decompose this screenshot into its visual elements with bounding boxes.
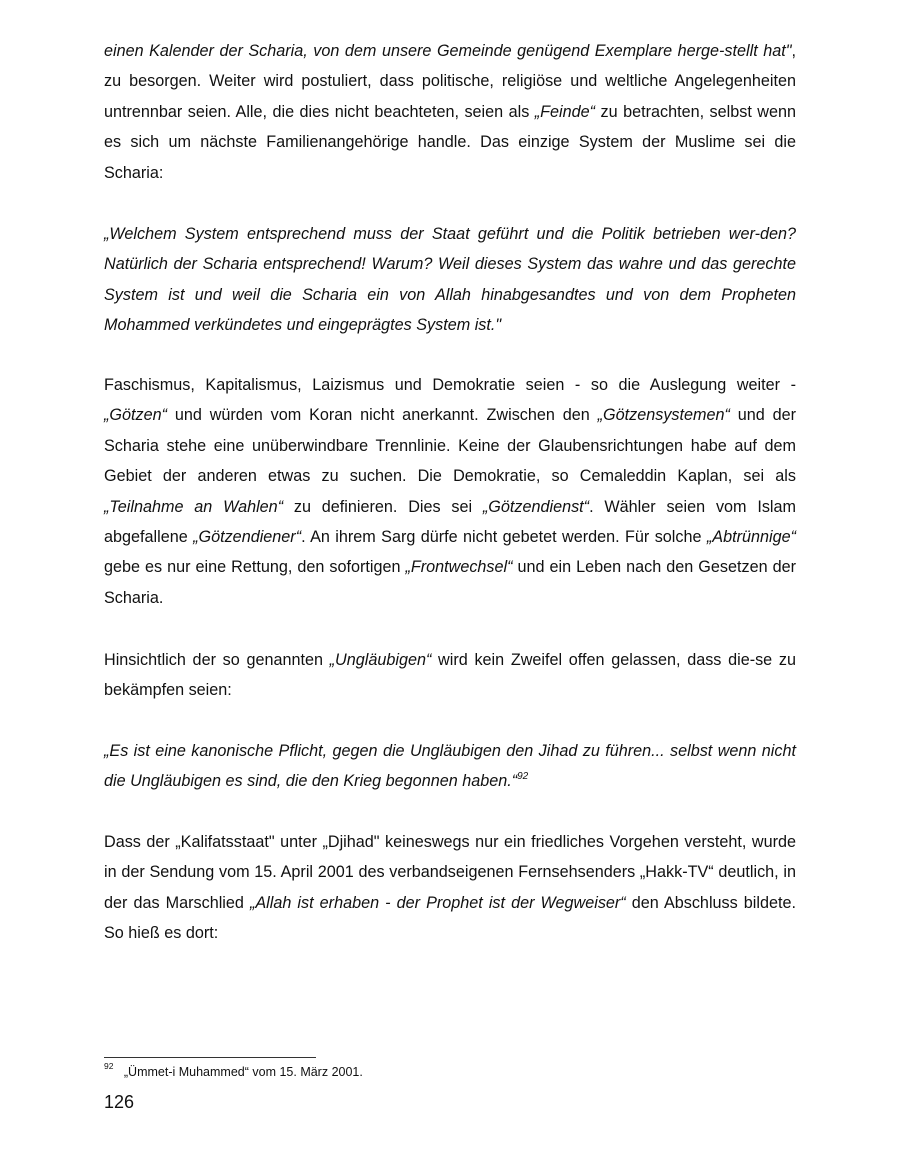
song-title: „Allah ist erhaben - der Prophet ist der Wegweiser“: [249, 893, 626, 912]
term-goetzen: „Götzen“: [104, 406, 167, 425]
term-abtruennige: „Abtrünnige“: [706, 528, 796, 547]
paragraph-1-term-feinde: „Feinde“: [534, 102, 596, 121]
paragraph-2-text-b: und würden vom Koran nicht anerkannt. Zwischen den: [166, 406, 598, 425]
paragraph-2-text-g: gebe es nur eine Rettung, den sofortigen: [104, 558, 406, 577]
paragraph-2-text-a: Faschismus, Kapitalismus, Laizismus und Demokratie seien - so die Auslegung weiter -: [104, 376, 796, 394]
paragraph-2-text-c: und der Scharia stehe eine unüberwindbare Trennlinie. Keine der Glaubensrichtungen habe auf dem Gebiet der anderen etwas zu suchen. Die Demokratie, so Cemaleddin Kaplan, sei als: [104, 406, 797, 486]
paragraph-3-text-a: Hinsichtlich der so genannten: [104, 651, 330, 669]
paragraph-1: [104, 36, 796, 188]
term-unglaeubigen: „Ungläubigen“: [329, 651, 432, 669]
term-goetzendiener: „Götzendiener“: [193, 528, 302, 547]
paragraph-1-text-end: zu betrachten, selbst wenn es sich um nächste Familienangehörige handle. Das einzige System der Muslime sei die Scharia:: [104, 102, 796, 182]
paragraph-4-text-b: den Abschluss bildete. So hieß es dort:: [104, 893, 796, 943]
paragraph-2-text-e: . Wähler seien vom Islam abgefallene: [104, 497, 797, 547]
paragraph-3: [104, 645, 796, 706]
footnote-separator: [104, 1057, 316, 1058]
paragraph-1-italic-quote: einen Kalender der Scharia, von dem unsere Gemeinde genügend Exemplare herge-stellt hat": [104, 42, 792, 60]
block-quote-2: [104, 736, 796, 797]
footnote-ref-92[interactable]: 92: [517, 771, 529, 783]
page-number: 126: [104, 1092, 135, 1112]
term-goetzensystemen: „Götzensystemen“: [597, 406, 730, 425]
paragraph-2-text-f: . An ihrem Sarg dürfe nicht gebetet werden. Für solche: [301, 528, 707, 547]
footnote-text: „Ümmet-i Muhammed“ vom 15. März 2001.: [123, 1065, 363, 1079]
paragraph-1-text: , zu besorgen. Weiter wird postuliert, dass politische, religiöse und weltliche Angelegenheiten untrennbar seien. Alle, die dies nicht beachteten, seien als: [104, 42, 796, 121]
block-quote-2-text: „Es ist eine kanonische Pflicht, gegen die Ungläubigen den Jihad zu führen... selbst wenn nicht die Ungläubigen es sind, die den Krieg begonnen haben.“: [104, 742, 796, 791]
footnote-92: [104, 1060, 363, 1080]
footnote-number: 92: [104, 1060, 114, 1071]
paragraph-2: [104, 370, 796, 613]
paragraph-4-text-a: Dass der „Kalifatsstaat" unter „Djihad" keineswegs nur ein friedliches Vorgehen versteht, wurde in der Sendung vom 15. April 2001 des verbandseigenen Fernsehsenders „Hakk-TV“ deutlich, in der das Marschlied: [104, 833, 796, 912]
term-teilnahme-an-wahlen: „Teilnahme an Wahlen“: [104, 497, 284, 516]
term-frontwechsel: „Frontwechsel“: [405, 558, 513, 577]
paragraph-2-text-h: und ein Leben nach den Gesetzen der Scharia.: [104, 558, 796, 607]
paragraph-2-text-d: zu definieren. Dies sei: [283, 497, 483, 516]
block-quote-1: „Welchem System entsprechend muss der Staat geführt und die Politik betrieben wer-den? Natürlich der Scharia entsprechend! Warum? Weil dieses System das wahre und das gerechte System ist und weil die Scharia ein von Allah hinabgesandtes und von dem Propheten Mohammed verkündetes und eingeprägtes System ist.": [104, 225, 796, 335]
term-goetzendienst: „Götzendienst“: [482, 497, 590, 516]
paragraph-3-text-b: wird kein Zweifel offen gelassen, dass die-se zu bekämpfen seien:: [104, 651, 796, 700]
paragraph-4: [104, 827, 796, 949]
